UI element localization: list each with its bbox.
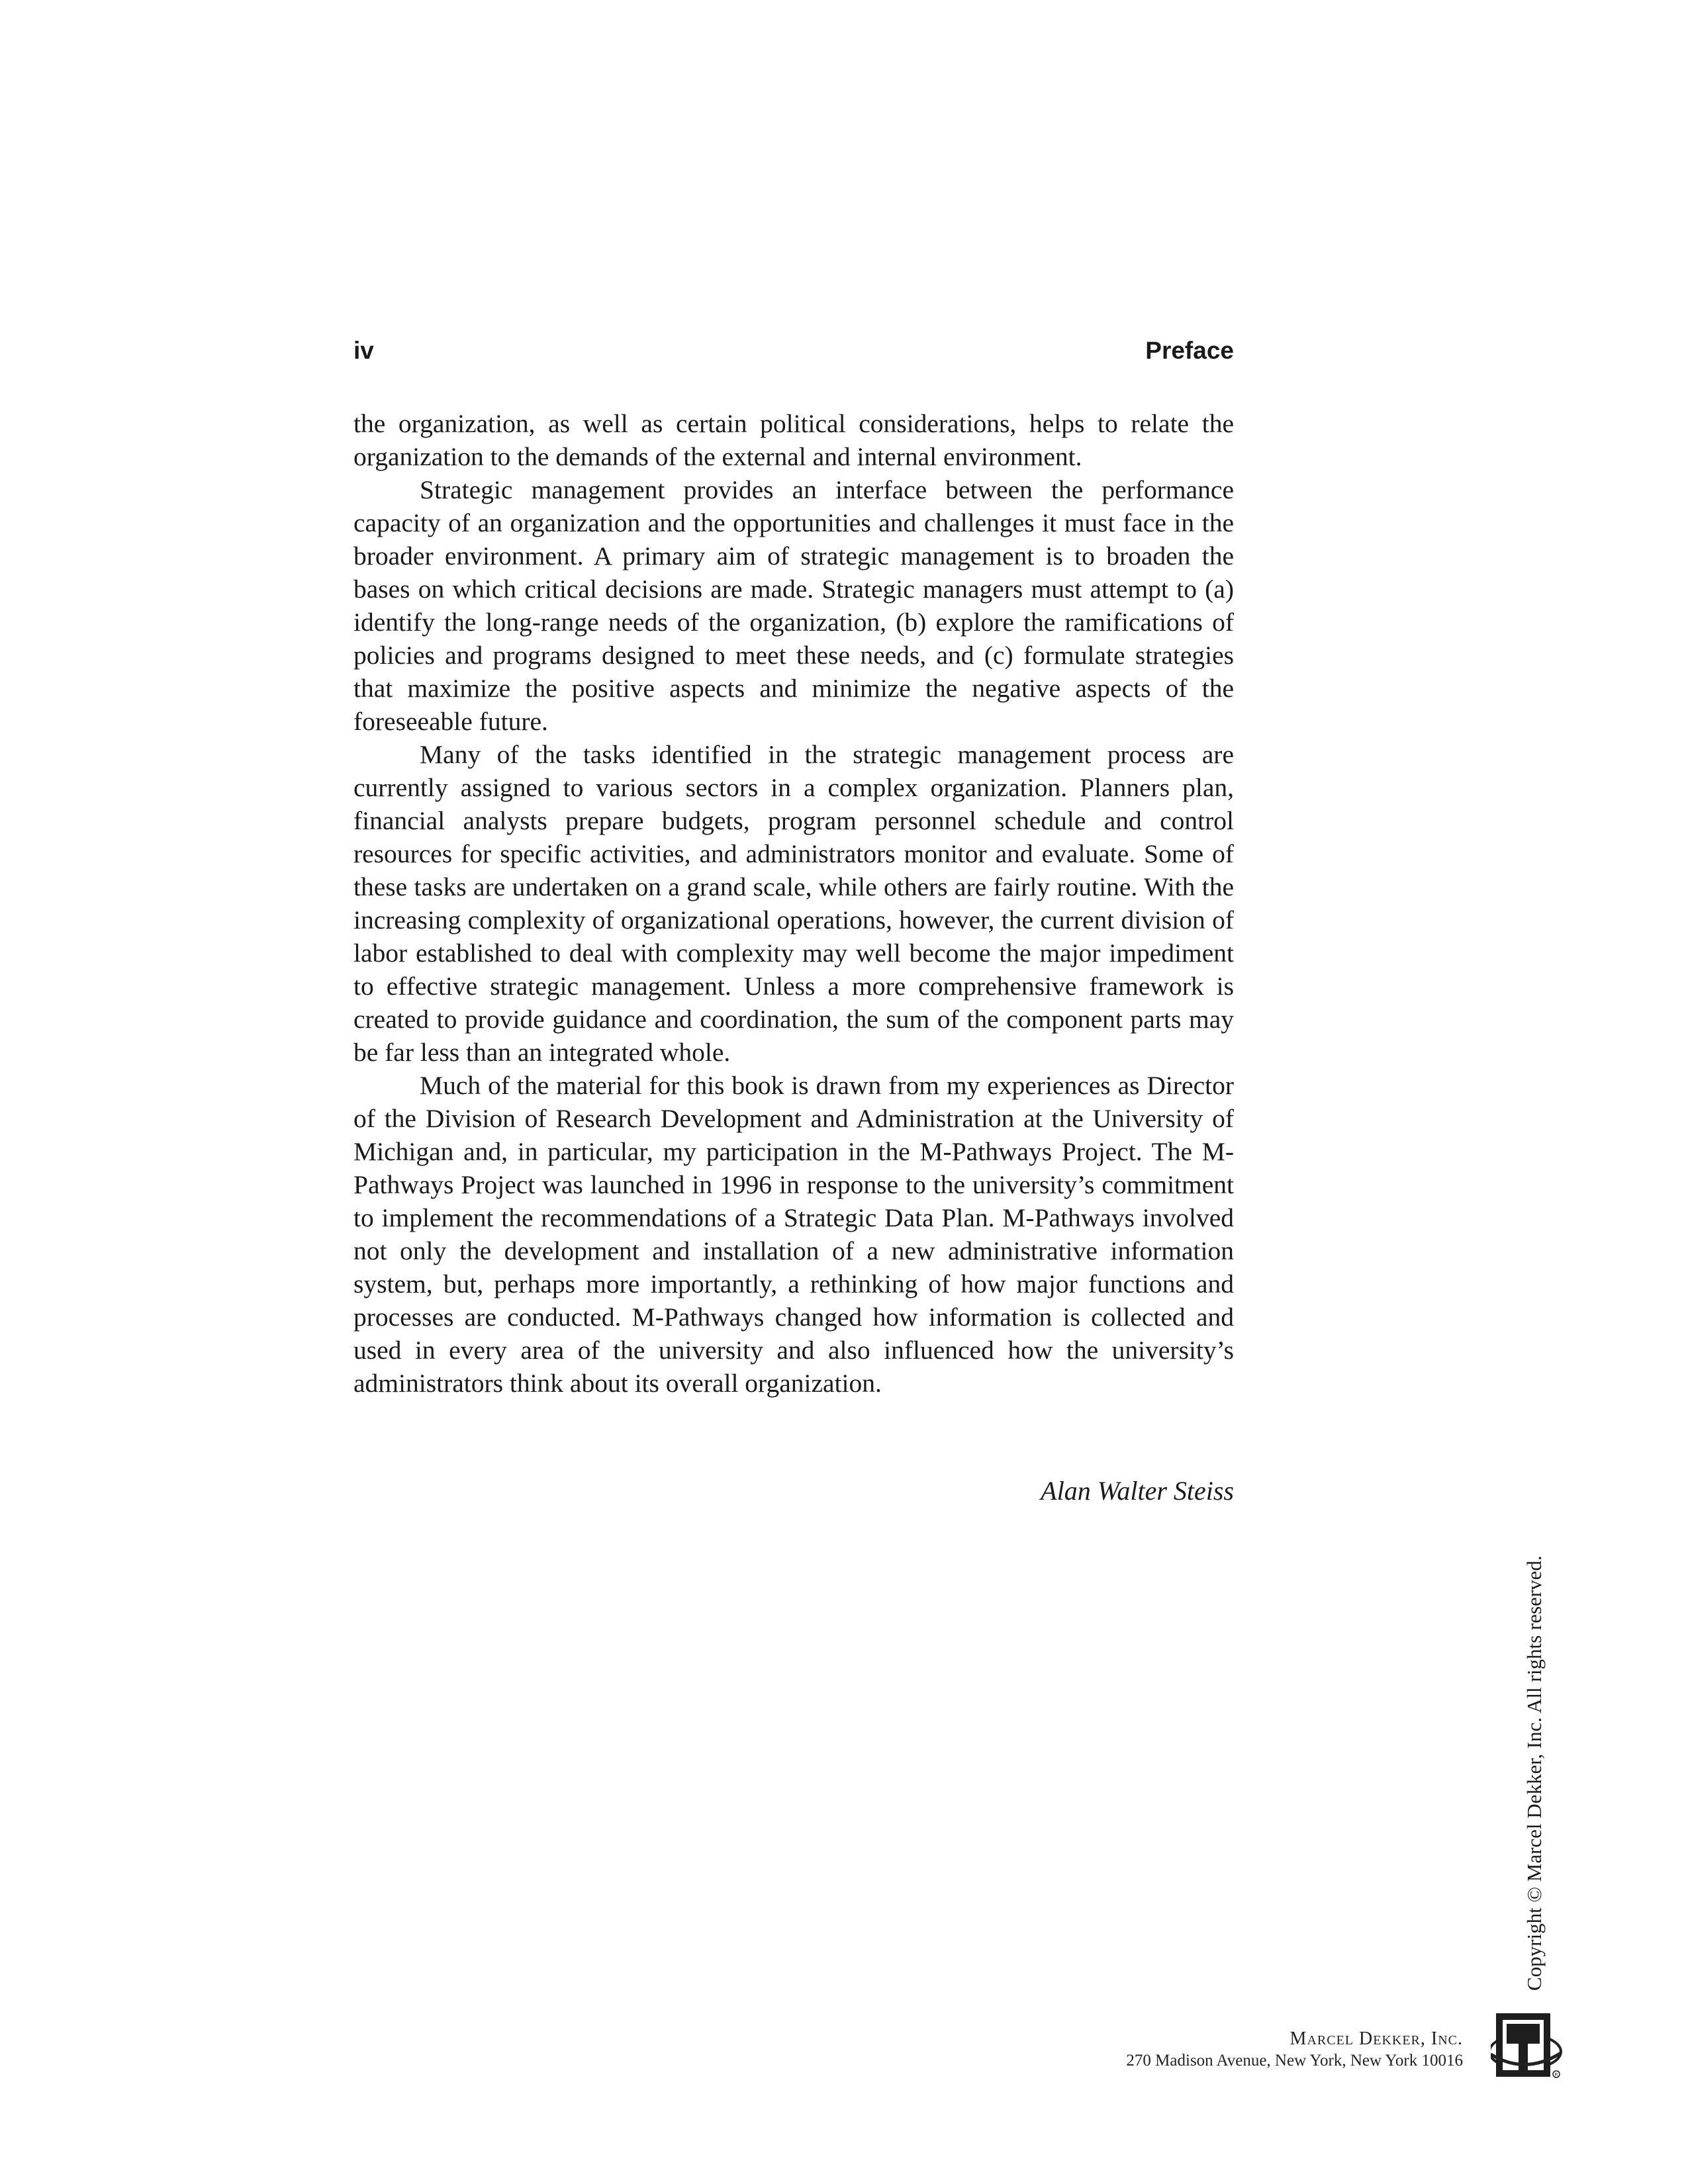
paragraph-2: Strategic management provides an interface between the performance capacity of an organization and the opportunities and challenges it must face in the broader environment. A primary aim of strategic management is to broaden the bases on which critical decisions are made. Strategic managers must attempt to (a) identify the long-range needs of the organization, (b) explore the ramifications of policies and programs designed to meet these needs, and (c) formulate strategies that maximize the positive aspects and minimize the negative aspects of the foreseeable future.: [353, 475, 1234, 736]
running-title: Preface: [1145, 337, 1234, 364]
page-number: iv: [353, 337, 374, 364]
publisher-imprint: [1126, 2028, 1463, 2071]
page-header: [353, 331, 1234, 371]
marcel-dekker-logo-icon: [1491, 2012, 1564, 2081]
body-text: [353, 407, 1234, 1400]
paragraph-1: the organization, as well as certain political considerations, helps to relate the organization to the demands of the external and internal environment.: [353, 409, 1234, 471]
svg-text:R: R: [1554, 2072, 1558, 2077]
author-signature: Alan Walter Steiss: [1041, 1476, 1234, 1506]
publisher-name: Marcel Dekker, Inc.: [1289, 2028, 1463, 2049]
paragraph-3: Many of the tasks identified in the strategic management process are currently assigned to various sectors in a complex organization. Planners plan, financial analysts prepare budgets, program personnel schedule and control resources for specific activities, and administrators monitor and evaluate. Some of these tasks are undertaken on a grand scale, while others are fairly routine. With the increasing complexity of organizational operations, however, the current division of labor established to deal with complexity may well become the major impediment to effective strategic management. Unless a more comprehensive framework is created to provide guidance and coordination, the sum of the component parts may be far less than an integrated whole.: [353, 740, 1234, 1067]
copyright-notice: Copyright © Marcel Dekker, Inc. All rights reserved.: [1523, 1555, 1546, 1991]
paragraph-4: Much of the material for this book is drawn from my experiences as Director of the Division of Research Development and Administration at the University of Michigan and, in particular, my participation in the M-Pathways Project. The M-Pathways Project was launched in 1996 in response to the university’s commitment to implement the recommendations of a Strategic Data Plan. M-Pathways involved not only the development and installation of a new administrative information system, but, perhaps more importantly, a rethinking of how major functions and processes are conducted. M-Pathways changed how information is collected and used in every area of the university and also influenced how the university’s administrators think about its overall organization.: [353, 1071, 1234, 1398]
publisher-address: 270 Madison Avenue, New York, New York 10016: [1126, 2052, 1463, 2070]
